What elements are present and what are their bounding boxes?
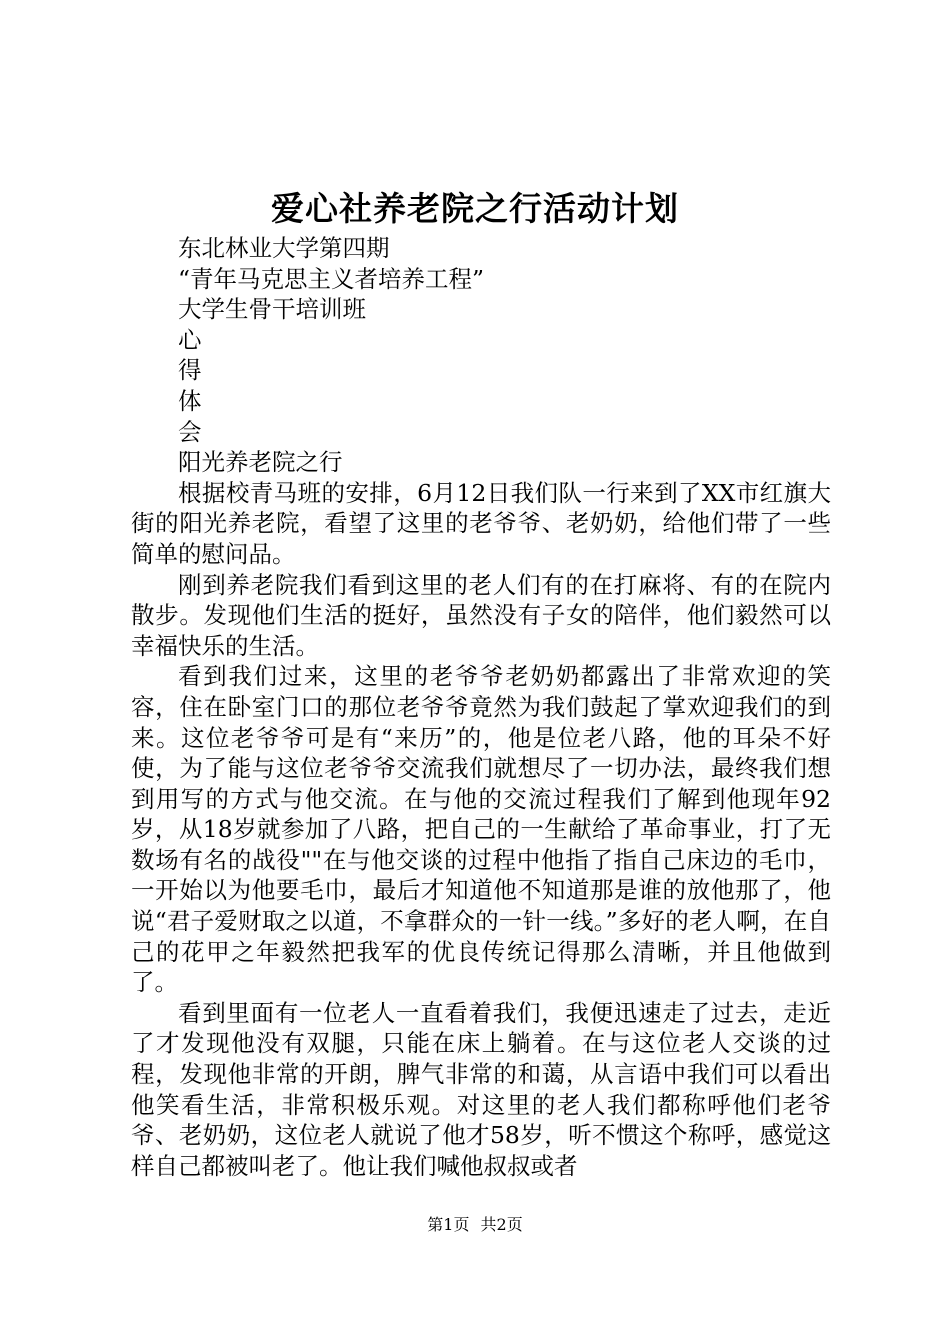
header-line: 心 xyxy=(178,325,202,354)
paragraph: 看到里面有一位老人一直看着我们，我便迅速走了过去，走近了才发现他没有双腿，只能在床上躺着。在与这位老人交谈的过程，发现他非常的开朗，脾气非常的和蔼，从言语中我们可以看出他笑看生活，非常积极乐观。对这里的老人我们都称呼他们老爷爷、老奶奶，这位老人就说了他才58岁，听不惯这个称呼，感觉这样自己都被叫老了。他让我们喊他叔叔或者 xyxy=(131,998,831,1180)
header-line: 体 xyxy=(178,386,202,415)
header-line: 大学生骨干培训班 xyxy=(178,295,366,324)
document-body xyxy=(131,233,831,1181)
page-number: 第1页 xyxy=(427,1215,470,1234)
header-line: 东北林业大学第四期 xyxy=(178,234,390,262)
paragraph: 根据校青马班的安排，6月12日我们队一行来到了XX市红旗大街的阳光养老院，看望了这里的老爷爷、老奶奶，给他们带了一些简单的慰问品。 xyxy=(131,478,831,568)
paragraph: 刚到养老院我们看到这里的老人们有的在打麻将、有的在院内散步。发现他们生活的挺好，虽然没有子女的陪伴，他们毅然可以幸福快乐的生活。 xyxy=(131,570,831,660)
header-line: 阳光养老院之行 xyxy=(178,448,343,477)
page-total: 共2页 xyxy=(480,1215,523,1234)
document-title: 爱心社养老院之行活动计划 xyxy=(271,189,679,228)
paragraph: 看到我们过来，这里的老爷爷老奶奶都露出了非常欢迎的笑容，住在卧室门口的那位老爷爷竟然为我们鼓起了掌欢迎我们的到来。这位老爷爷可是有“来历”的，他是位老八路，他的耳朵不好使，为了能与这位老爷爷交流我们就想尽了一切办法，最终我们想到用写的方式与他交流。在与他的交流过程我们了解到他现年92岁，从18岁就参加了八路，把自己的一生献给了革命事业，打了无数场有名的战役""在与他交谈的过程中他指了指自己床边的毛巾，一开始以为他要毛巾，最后才知道他不知道那是谁的放他那了，他说“君子爱财取之以道，不拿群众的一针一线。”多好的老人啊，在自己的花甲之年毅然把我军的优良传统记得那么清晰，并且他做到了。 xyxy=(131,662,831,997)
page-footer xyxy=(0,1214,950,1236)
header-line: “青年马克思主义者培养工程” xyxy=(178,264,485,293)
header-line: 得 xyxy=(178,356,202,385)
header-line: 会 xyxy=(178,417,202,446)
